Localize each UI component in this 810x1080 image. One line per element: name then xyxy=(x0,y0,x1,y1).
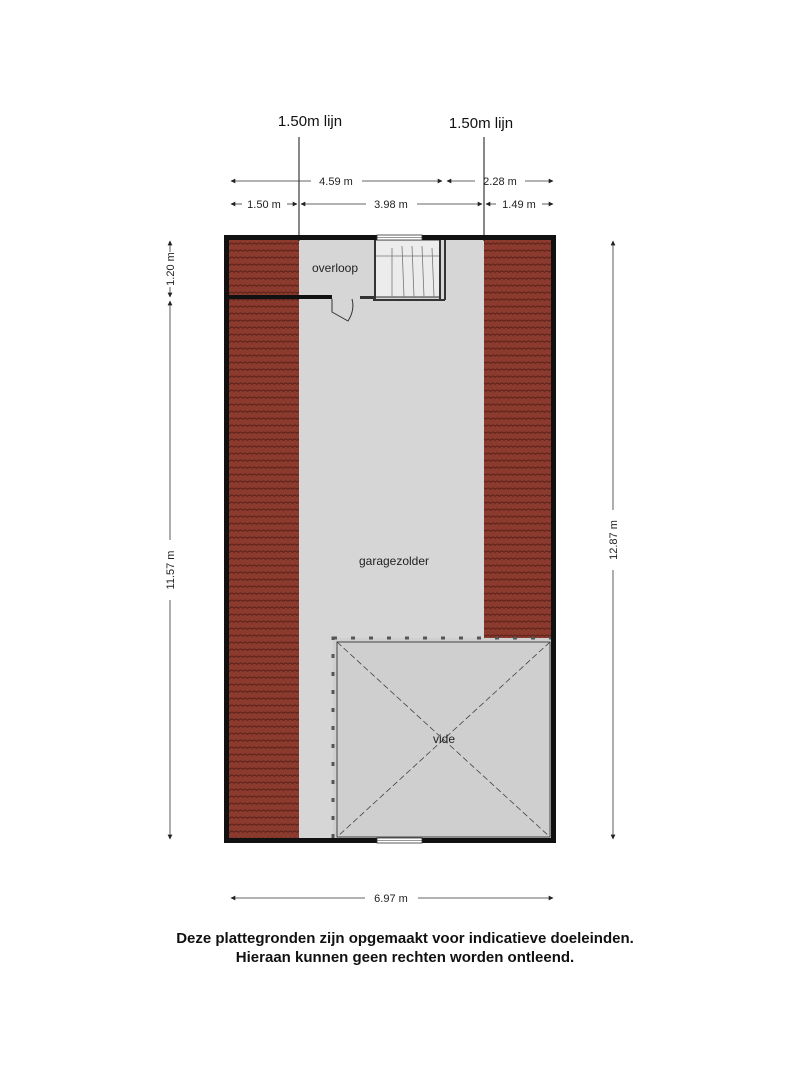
roof-right xyxy=(484,237,554,638)
dim-top-1-49: 1.49 m xyxy=(502,199,536,211)
dim-left-11-57: 11.57 m xyxy=(165,550,177,590)
roof-left-upper xyxy=(226,237,299,295)
disclaimer xyxy=(0,929,810,967)
room-label-garagezolder: garagezolder xyxy=(358,554,430,568)
dim-top-2-28: 2.28 m xyxy=(483,176,517,188)
dim-left-1-20: 1.20 m xyxy=(165,252,177,286)
disclaimer-line-2: Hieraan kunnen geen rechten worden ontleend. xyxy=(235,949,575,966)
disclaimer-line-1: Deze plattegronden zijn opgemaakt voor indicatieve doeleinden. xyxy=(176,930,634,947)
dim-top-3-98: 3.98 m xyxy=(374,199,408,211)
outer-wall-right xyxy=(551,235,556,843)
dim-top-4-59: 4.59 m xyxy=(319,176,353,188)
height-line-left-label: 1.50m lijn xyxy=(277,113,343,130)
room-label-vide: vide xyxy=(432,732,456,746)
dim-top-1-50: 1.50 m xyxy=(247,199,281,211)
staircase xyxy=(373,240,445,300)
outer-wall-left xyxy=(224,235,229,843)
interior-wall xyxy=(226,295,332,299)
room-label-overloop: overloop xyxy=(311,261,359,275)
roof-left xyxy=(226,299,299,841)
dim-right-12-87: 12.87 m xyxy=(608,520,620,560)
dim-bottom-6-97: 6.97 m xyxy=(374,893,408,905)
height-line-right-label: 1.50m lijn xyxy=(448,115,514,132)
